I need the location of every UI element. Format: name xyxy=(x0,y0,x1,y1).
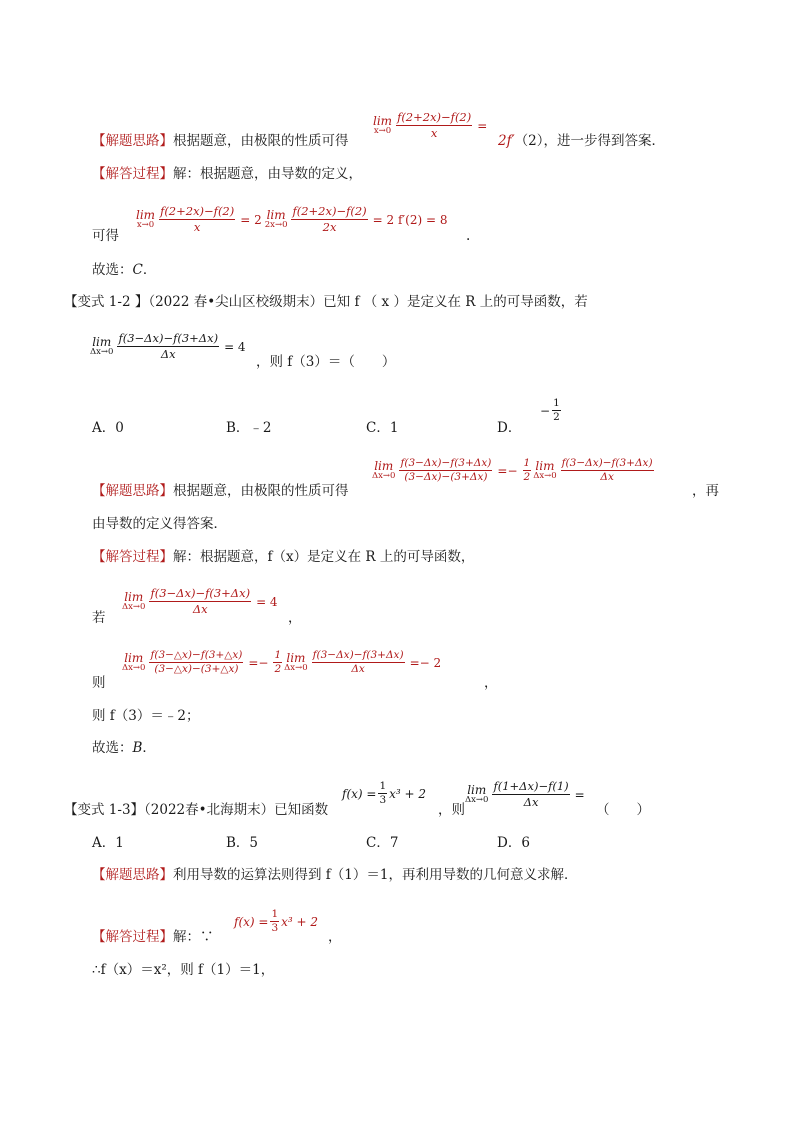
function-definition: f(x) = $\frac{1}{3}$ x³ + 2 xyxy=(234,908,319,934)
limit-formula-1: lim x→0 $\frac{f(2+2x)-f(2)}{x}$ = xyxy=(373,110,488,140)
option-d: D． xyxy=(497,420,522,436)
option-b-2: B．5 xyxy=(226,835,259,851)
solution-process-line: 【解答过程】解：根据题意，由导数的定义， xyxy=(92,166,362,182)
derivation-prefix: 可得 xyxy=(92,228,119,244)
option-c-2: C．7 xyxy=(366,835,399,851)
solution-process-line-2: 【解答过程】解：根据题意，f（x）是定义在 R 上的可导函数， xyxy=(92,549,475,565)
solution-idea-line xyxy=(92,132,349,150)
variant-1-3-function: f(x) = $\frac{1}{3}$ x³ + 2 xyxy=(342,780,427,806)
limit-formula-2: lim Δx→0 $\frac{f(3-\Delta x)-f(3+\Delta x)}{(3-\Delta x)-(3+\Delta x)}$ =− $\frac{1}{2}$ lim Δx→0 $\frac{f(3-\Delta x)-f(3+\Delta x)}{\Delta x}$ xyxy=(372,457,653,483)
option-b: B．﹣2 xyxy=(226,420,272,436)
variant-1-3-limit: lim Δx→0 $\frac{f(1+\Delta x)-f(1)}{\Delta x}$ = xyxy=(465,779,585,809)
solution-idea-label: 【解题思路】 xyxy=(92,133,173,149)
solution-idea-text: 根据题意，由极限的性质可得 xyxy=(173,133,349,149)
solution-process-line-3: 【解答过程】解：∵ xyxy=(92,929,214,945)
variant-1-2-question: ，则 f（3）＝（ ） xyxy=(256,354,396,370)
variant-1-3-title: 【变式 1-3】（2022春•北海期末）已知函数 xyxy=(64,802,329,818)
option-c: C．1 xyxy=(366,420,399,436)
given-limit: lim Δx→0 $\frac{f(3-\Delta x)-f(3+\Delta x)}{\Delta x}$ = 4 xyxy=(122,586,278,616)
variant-1-2-title: 【变式 1-2 】（2022 春•尖山区校级期末）已知 f （ x ）是定义在 R 上的可导函数，若 xyxy=(64,294,588,310)
solution-idea-cont: 由导数的定义得答案． xyxy=(92,516,227,532)
option-a-2: A．1 xyxy=(92,835,124,851)
option-d-2: D．6 xyxy=(497,835,530,851)
derivation-formula-1: lim x→0 $\frac{f(2+2x)-f(2)}{x}$ = 2 lim 2x→0 $\frac{f(2+2x)-f(2)}{2x}$ = 2 f′(2) = 8 xyxy=(136,204,448,234)
solution-idea-line-2: 【解题思路】根据题意，由极限的性质可得 xyxy=(92,483,349,499)
result-line: 则 f（3）＝﹣2； xyxy=(92,708,200,724)
solution-idea-tail: 2f′（2），进一步得到答案． xyxy=(498,133,665,149)
derivation-formula-2: lim Δx→0 $\frac{f(3-\triangle x)-f(3+\triangle x)}{(3-\triangle x)-(3+\triangle x)}$ =− $\frac{1}{2}$ lim Δx→0 $\frac{f(3-\Delta x)-f(3+\Delta x)}{\Delta x}$ =− 2 xyxy=(122,649,442,675)
answer-line-1: 故选：C． xyxy=(92,262,157,278)
variant-1-2-limit: lim Δx→0 $\frac{f(3-\Delta x)-f(3+\Delta x)}{\Delta x}$ = 4 xyxy=(90,331,246,361)
answer-line-2: 故选：B． xyxy=(92,740,156,756)
solution-idea-line-3: 【解题思路】利用导数的运算法则得到 f（1）＝1，再利用导数的几何意义求解． xyxy=(92,867,578,883)
option-d-value: − $\frac{1}{2}$ xyxy=(540,397,560,423)
derivative-result-line: ∴f（x）＝x²，则 f（1）＝1， xyxy=(92,962,275,978)
option-a: A．0 xyxy=(92,420,124,436)
